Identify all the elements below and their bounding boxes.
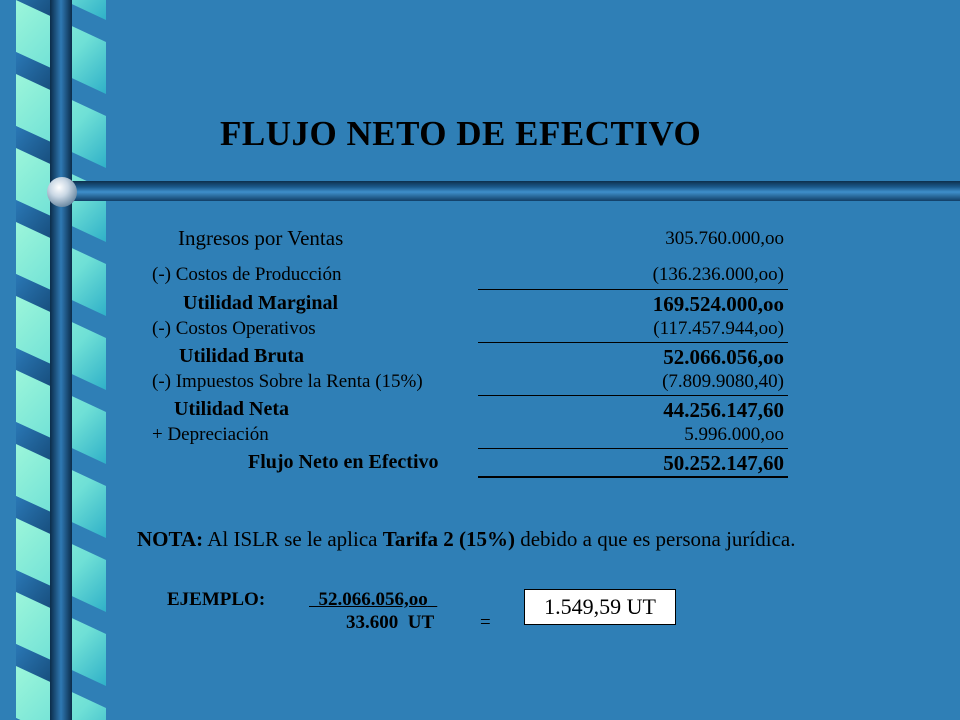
row-label-utilidad-marginal: Utilidad Marginal [183,292,339,314]
row-divider [478,342,788,343]
row-value-impuestos: (7.809.9080,40) [662,371,784,392]
nota-text [137,527,795,552]
row-value-utilidad-bruta: 52.066.056,oo [663,345,784,369]
decorative-ribbon [0,0,110,720]
ejemplo-label: EJEMPLO: [167,589,266,610]
row-value-ingresos: 305.760.000,oo [665,228,784,249]
row-label-ingresos: Ingresos por Ventas [178,226,344,250]
row-value-utilidad-neta: 44.256.147,60 [663,398,784,422]
nota-highlight: Tarifa 2 (15%) [382,527,515,551]
horizontal-rule-bar [56,181,960,201]
ejemplo-numerator: 52.066.056,oo [318,589,428,610]
ejemplo-equals: = [480,612,491,633]
nota-prefix: NOTA: [137,527,204,551]
row-label-utilidad-neta: Utilidad Neta [174,398,289,420]
bar-knob [47,177,77,207]
row-value-costos-operativos: (117.457.944,oo) [653,318,784,339]
ejemplo-result-box: 1.549,59 UT [524,589,676,625]
row-label-costos-operativos: (-) Costos Operativos [152,318,316,339]
row-divider [478,448,788,449]
page-title: FLUJO NETO DE EFECTIVO [220,114,702,153]
row-label-impuestos: (-) Impuestos Sobre la Renta (15%) [152,371,423,392]
row-label-depreciacion: + Depreciación [152,424,269,445]
row-value-costos-produccion: (136.236.000,oo) [652,264,784,285]
row-value-depreciacion: 5.996.000,oo [684,424,784,445]
total-double-rule [478,476,788,478]
row-label-flujo-neto: Flujo Neto en Efectivo [248,451,439,473]
row-label-utilidad-bruta: Utilidad Bruta [179,345,305,367]
row-label-costos-produccion: (-) Costos de Producción [152,264,342,285]
row-value-utilidad-marginal: 169.524.000,oo [652,292,784,316]
ejemplo-denominator: 33.600 UT [346,612,435,633]
row-divider [478,289,788,290]
row-divider [478,395,788,396]
row-value-flujo-neto: 50.252.147,60 [663,451,784,475]
nota-text-1: Al ISLR se le aplica [207,527,378,551]
nota-text-2: debido a que es persona jurídica. [520,527,796,551]
